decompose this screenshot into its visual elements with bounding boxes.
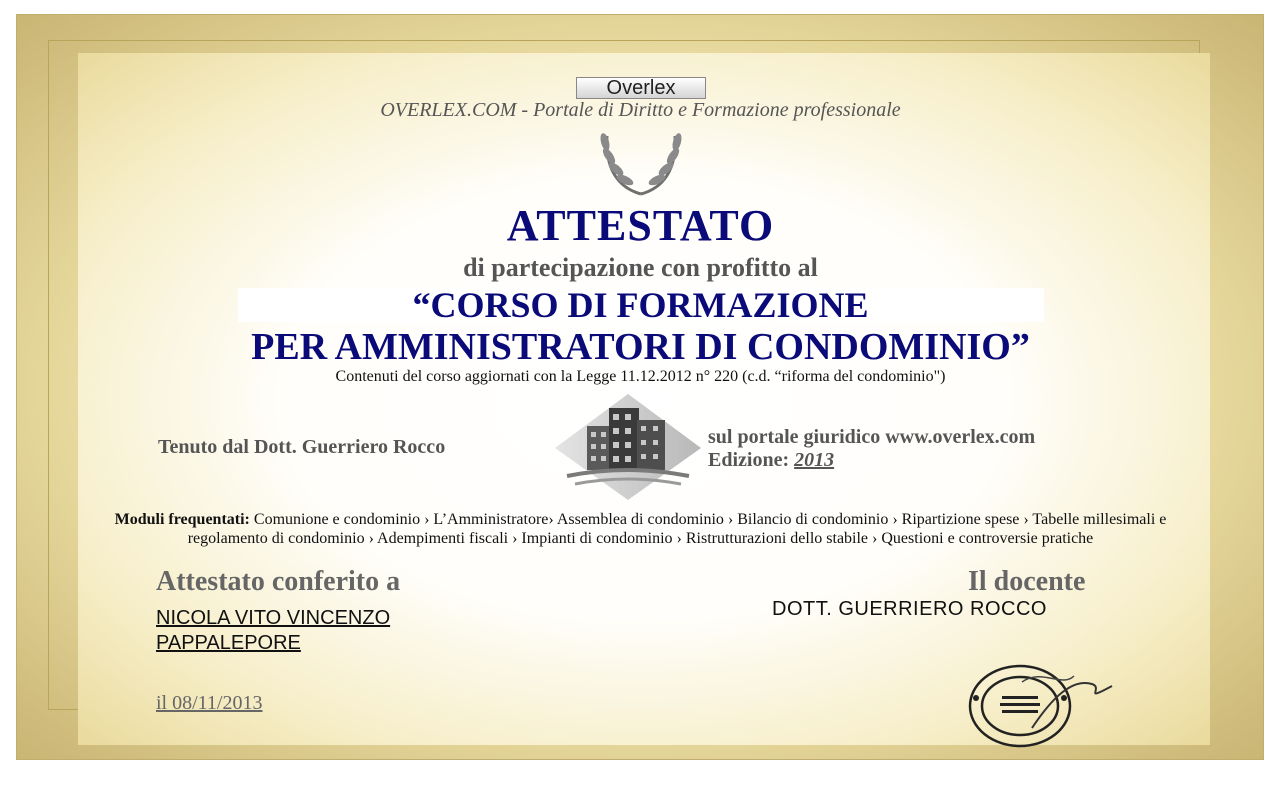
recipient-line2: PAPPALEPORE	[156, 632, 301, 654]
edition-year: 2013	[794, 449, 835, 471]
stamp-icon	[962, 658, 1122, 750]
course-contents-note: Contenuti del corso aggiornati con la Legge 11.12.2012 n° 220 (c.d. “riforma del condominio")	[335, 368, 946, 385]
edition-label: Edizione:	[708, 449, 790, 471]
modules-list	[110, 510, 1171, 548]
certificate-title: ATTESTATO	[506, 201, 775, 250]
edition	[708, 449, 834, 472]
teacher-label: Il docente	[968, 566, 1086, 597]
portal-line: sul portale giuridico www.overlex.com	[708, 426, 1036, 448]
held-by: Tenuto dal Dott. Guerriero Rocco	[158, 436, 446, 458]
overlex-logo: Overlex	[576, 77, 706, 99]
modules-label: Moduli frequentati:	[114, 511, 250, 528]
teacher-name: DOTT. GUERRIERO ROCCO	[772, 598, 1047, 620]
building-icon	[553, 392, 703, 504]
awarded-label: Attestato conferito a	[156, 566, 401, 597]
issue-date: il 08/11/2013	[156, 692, 263, 714]
recipient-line1: NICOLA VITO VINCENZO	[156, 607, 391, 629]
portal-tagline: OVERLEX.COM - Portale di Diritto e Formazione professionale	[380, 99, 901, 121]
course-title-line1: “CORSO DI FORMAZIONE	[412, 285, 869, 325]
recipient-name	[156, 606, 390, 656]
course-title-line2: PER AMMINISTRATORI DI CONDOMINIO”	[251, 326, 1030, 368]
modules-text: Comunione e condominio › L’Amministratore› Assemblea di condominio › Bilancio di condominio › Ripartizione spese › Tabelle millesimali e regolamento di condominio › Adempimenti fiscali › Impianti di condominio › Ristrutturazioni dello stabile › Questioni e controversie pratiche	[187, 511, 1167, 547]
laurel-icon	[595, 128, 687, 196]
certificate-subtitle: di partecipazione con profitto al	[463, 253, 818, 282]
